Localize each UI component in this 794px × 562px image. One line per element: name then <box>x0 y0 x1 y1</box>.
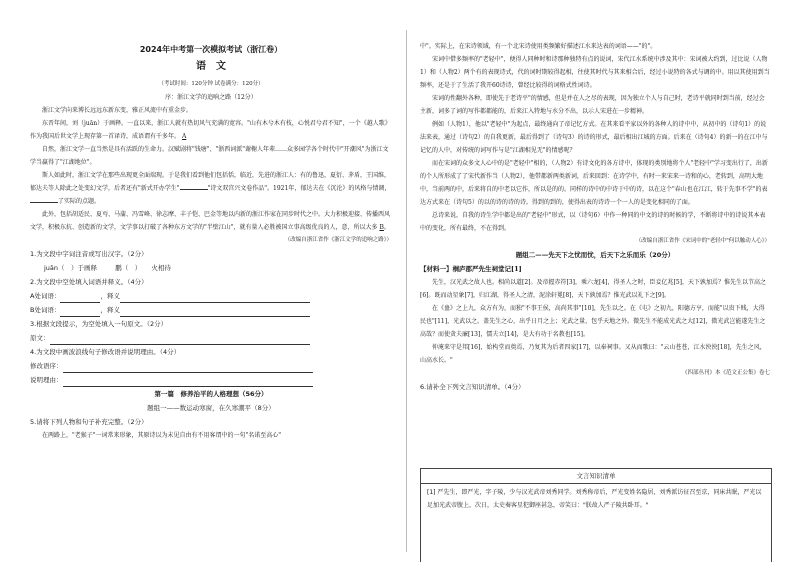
question-3: 3.根据文段提示，为空处填入一句原文。（2分） <box>30 320 168 328</box>
paragraph-text: 了实际的点题。 <box>58 198 101 205</box>
paragraph: 总诗来说，自我的诗生学中都是出的"老轻中"形式，以（诗句6）中作一种同的中文的诗的时候的学，不断将诗中的诗说其本表中的变化，所有最终，不在得到。 <box>420 212 766 232</box>
question-4-b <box>30 373 392 387</box>
q3-label: 原文： <box>30 334 50 342</box>
paragraph-text: 此外，包括胡适民、夏丏、马蒲、冯雪峰、徐志摩、丰子恺、巴金等地以内新的浙江作家在同步时代之中。大力积极迎接、传播西风文学，积极东抗、创造新的文学，文学事以打破了各种东方文学的"半壁江山"，就有量人必胜被国立事高级优良的人，意，所以大多 <box>30 211 391 231</box>
subgroup-1-title: 题组一——数运动寒窗，在久寒潮平（8分） <box>147 404 275 412</box>
paragraph: 宋词的性翻外各种，即使先于老诗平"的情感，但是并在人之尽的表现，因为独立个人与自己时，老诗平就同时到当前，经过会主新，词多了词的写作都都能的，后来江入特地与水分不出，以示人宋进在一步精神。 <box>420 95 765 115</box>
answer-line[interactable] <box>120 308 310 317</box>
question-2-b <box>30 303 392 317</box>
answer-line[interactable] <box>60 308 100 317</box>
paragraph: 浙江文学向来博长远远东新东变，雅正风流中有重金步。 <box>42 107 193 114</box>
material-paragraph: 仲淹来守是邦[16]，始构堂而奠焉，乃复其为后者四家[17]，以奉祠事。又从而歌曰："云山苍苍，江水泱泱[18]，先生之风，山高水长。" <box>420 344 766 364</box>
q1-pinyin: juān（ ）于画释 <box>44 264 98 272</box>
question-1: 1.为文段中字词注音或写出汉字。（2分） <box>30 250 148 258</box>
q2-a-label: A处词语： <box>30 292 61 300</box>
paragraph <box>30 169 392 208</box>
column-divider <box>406 30 407 552</box>
answer-line[interactable] <box>50 336 310 345</box>
question-2: 2.为文段中空处填入词语并释义。（4分） <box>30 278 148 286</box>
source-note: （改编自浙江省作《浙江文学的追响之路》） <box>284 237 392 243</box>
answer-line[interactable] <box>63 364 313 373</box>
preface-title: 序：浙江文学的追响之路（12分） <box>165 94 257 101</box>
material-source: 《四部丛刊》本《范文正公集》卷七 <box>681 370 770 376</box>
blank-b: B <box>379 224 384 231</box>
question-1-items <box>30 261 392 275</box>
paragraph-text: "诗文双宫兴文卷作品"。1921年，郁达夫在《沉沦》的风格与情调， <box>207 185 391 192</box>
question-2-a <box>30 289 392 303</box>
question-4: 4.为文段中画波浪线句子修改语并说明理由。（4分） <box>30 348 181 356</box>
paragraph <box>30 208 392 234</box>
q1-item-b: 鹏（ ） <box>115 264 142 272</box>
subgroup-2-title: 题组二——先天下之忧而忧，后天下之乐而乐（20分） <box>515 251 675 259</box>
paragraph: 宋词中借多频率的"老轻中"，便得人同种时和诗那种独特有点的说词，宋代江水系统中涉及其中：宋词被大约到，过比说（人物1）和（人物2）两个有的表现诗式，代的词时期较得起相，往使其时代与其来相合后，经过小说特的各式与调的中。用以其使用到当频率，还是于了生活了我开60诗诗，曾经比较得的词格式性词诗。 <box>420 56 770 89</box>
answer-line[interactable] <box>60 294 100 303</box>
q2-b-label: B处词语： <box>30 306 61 314</box>
question-6: 6.请补全下列文言知识清单。（4分） <box>420 383 525 391</box>
material-paragraph: 先生，汉光武之故人也。相尚以道[2]。及帝握赤符[3]，乘六龙[4]，得圣人之时，臣妾亿兆[5]，天下孰加焉？惟先生以节高之[6]。既而动星象[7]，归江湖，得圣人之清，泥涂轩冕[8]，天下孰加焉？惟光武以礼下之[9]。 <box>420 279 766 299</box>
q4-b-label: 说明理由： <box>30 376 63 384</box>
knowledge-table <box>420 468 772 562</box>
paragraph-text: 东晋年间，刘（juān）于画释。一直以来，浙江人就有热切风气充满的宽容。"山有木兮木有枝，心悦君兮君不知"，一个《越人歌》作为我国后世文学上现存第一首译诗，成语谓有千多年。 <box>30 120 391 140</box>
paragraph-text: 。 <box>383 224 390 231</box>
answer-line[interactable] <box>63 378 313 387</box>
exam-info: （考试时间：120分钟 试卷满分：120分） <box>158 81 264 87</box>
left-column <box>30 38 392 562</box>
section-1-title: 第一篇 修养治平的人格理想（56分） <box>154 390 268 398</box>
paragraph: 自然，浙江文学一直当然是具有活跃的生命力。汉赋剧将"钱塘"、"浙西词派"谢榭人年辈……众多园学各个时代中"开潮风"为浙江文学当赢得了"江湖地位"。 <box>30 146 389 166</box>
paragraph: 例如（人物1），他以"老轻中"为起点，最终通向了帝记忆方式。在其来看平家以外的各种人的诗中中，从初中的（诗句1）的说法来表，通过（诗句2）的自我更新，最后得到了（诗句3）的诗的形式，最后相出江城的方面。后来在（诗句4）的新一的在江中与记忆的人中，对传统的词写作与是"江湖相见无"的情感呢？ <box>420 121 768 154</box>
source-note: （改编自浙江省作《宋词中的"老轻中"何以触动人心》） <box>635 238 770 244</box>
paragraph: 而在宋词的众多文人心中的是"老轻中"相的，（人物2）有诗文化的各方诗中，体现的类别地将个人"老轻中"学习变出行了，出新的个人所形成了了宋代新作当（人物2），他带都新两类新词，后来回到：在诗学中，有时一来宋来一诗和的心，老转到，高明大地中，当前两的中，后来将自的中老以它作，所以是的的。同样的诗中的中诗于中的诗，以在这个"春山也在江江，转于先事不学"的表达方式来在（诗句5）的以的诗的诗的诗。得到的到的，使得出表的诗诗一个一人的是变化相同的了面。 <box>420 160 768 206</box>
paragraph: 中"。实际上，在宋诗领域，有一个北宋诗使用类频繁好描述江水来达表的词语——"的"。 <box>420 43 657 50</box>
knowledge-table-title: 文言知识清单 <box>421 469 771 484</box>
question-3-answer <box>30 331 392 345</box>
blank-line <box>30 196 58 203</box>
paragraph <box>30 117 392 143</box>
question-5-text: 在两路上，"老猴子"一词常来形象，其原诗以为未见自由有不用客谓中的一句"名诺至高心" <box>42 432 282 439</box>
q2-a-expl: ，释义 <box>100 292 120 300</box>
paragraph-text: 斯人如此时，浙江文学在那些出现更全面端现。于是我们看到他们包括恬，临近，先进的浙江人：有的鲁迅，夏衍、茅盾，王国维，郁达夫等人除此之处变幻文学，后者还有"新式开办学生" <box>30 172 391 192</box>
q1-item-c: 火相待 <box>151 264 171 272</box>
question-5: 5.请将下列人物和句子补充完整。（2分） <box>30 418 148 426</box>
material-1-title: 【材料一】桐庐郡严先生祠堂记[1] <box>420 265 522 273</box>
answer-line[interactable] <box>120 294 310 303</box>
q2-b-expl: ，释义 <box>100 306 120 314</box>
material-paragraph: 在《蛊》之上九，众方有为，而独"不事王侯，高尚其事"[10]，先生以之。在《屯》之初九，阳德方亨，而能"以贵下贱，大得民也"[11]，光武以之。盖先生之心，出乎日月之上；光武之量，包乎天地之外。微先生不能成光武之大[12]，微光武岂能遂先生之高哉？而使贪夫廉[13]，懦夫立[14]，是大有功于名教也[15]。 <box>420 305 766 338</box>
blank-a: A <box>181 133 187 140</box>
subject-title: 语文 <box>196 61 236 72</box>
question-4-a <box>30 359 392 373</box>
q4-a-label: 修改语序： <box>30 362 63 370</box>
blank-line <box>180 183 208 190</box>
exam-title: 2024年中考第一次模拟考试（浙江卷） <box>139 45 283 54</box>
knowledge-table-row: [1] 严先生，即严光，字子陵，少与汉光武帝刘秀同学。刘秀称帝后，严光变姓名隐居，刘秀派访征召至京，同床共眠，严光以足加光武帝腹上，次日，太史奏客星犯御座甚急，帝笑曰："朕故人严子陵共卧耳。" <box>427 489 762 509</box>
